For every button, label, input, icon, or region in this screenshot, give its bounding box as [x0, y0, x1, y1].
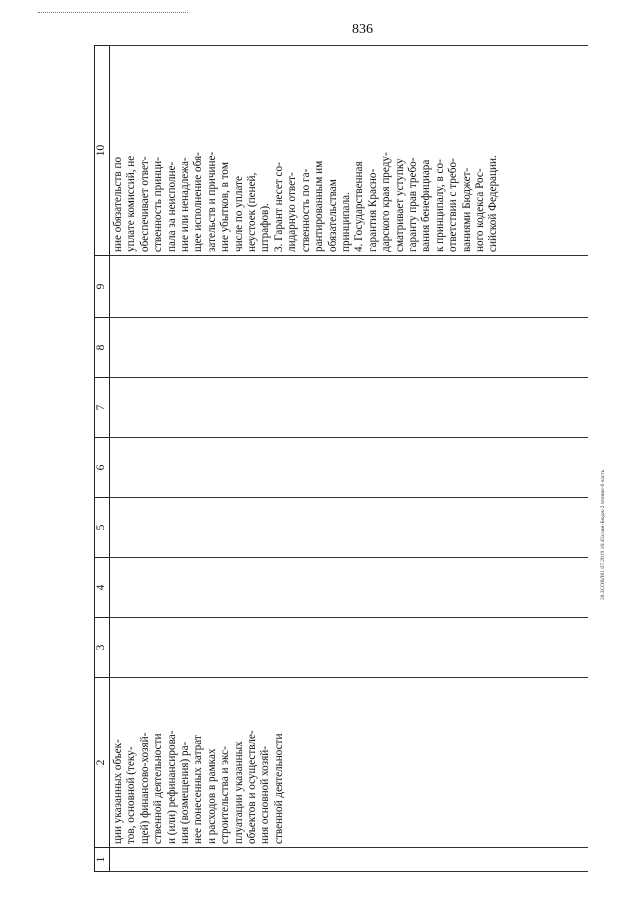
document-table: [94, 45, 588, 872]
side-note: 20.ЗСОВЛ01 07.2019 16:45хлин-Бюдж-2 чтение-6 часть: [600, 469, 606, 600]
col-header-3: 3: [95, 618, 110, 678]
cell-col-8: [110, 318, 589, 378]
cell-col-4: [110, 558, 589, 618]
cell-col-10: [110, 46, 589, 256]
cell-col-7: [110, 378, 589, 438]
col-header-9: 9: [95, 256, 110, 318]
cell-col-3: [110, 618, 589, 678]
cell-col-5: [110, 498, 589, 558]
col10-text: ние обязательств по уплате комиссий, не обеспечивает ответ- ственность принци- пала за неисполне- ние или ненадлежа- щее исполнение обя- зательств и причине- ние убытков, в том числе по уплате неустоек (пеней, штрафов). 3. Гарант несет со- лидарную ответ- ственность по га- рантированным им обязательствам принципала. 4. Государственная гарантия Красно- дарского края преду- сматривает уступку гаранту прав требо- вания бенефициара к принципалу, в со- ответствии с требо- ваниями Бюджет- ного кодекса Рос- сийской Федерации.: [112, 151, 500, 252]
col-header-2: 2: [95, 678, 110, 848]
table-row: [110, 46, 589, 872]
cell-col-6: [110, 438, 589, 498]
col-header-7: 7: [95, 378, 110, 438]
col2-text: ции указанных объек- тов, основной (теку- щей) финансово-хозяй- ственной деятельности и (или) рефинансирова- ния (возмещения) ра- нее понесенных затрат и расходов в рамках строительства и экс- плуатации указанных объектов и осуществле- ния основной хозяй- ственной деятельности: [112, 730, 285, 844]
col-header-4: 4: [95, 558, 110, 618]
page-number: 836: [352, 22, 373, 37]
rotated-table-container: [94, 46, 594, 872]
cell-col-2: [110, 678, 589, 848]
col-header-5: 5: [95, 498, 110, 558]
header-rule: [38, 12, 188, 13]
cell-col-9: [110, 256, 589, 318]
header-row: [95, 46, 110, 872]
cell-col-1: [110, 848, 589, 872]
col-header-10: 10: [95, 46, 110, 256]
col-header-1: 1: [95, 848, 110, 872]
col-header-6: 6: [95, 438, 110, 498]
col-header-8: 8: [95, 318, 110, 378]
